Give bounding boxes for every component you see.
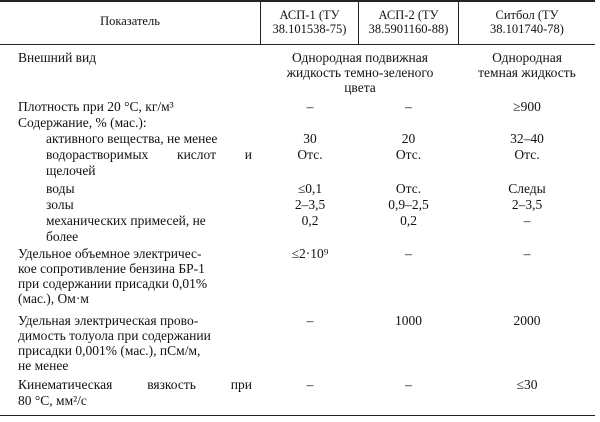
cell-appearance-sitbol: Однородная темная жидкость	[478, 50, 576, 80]
cell-water-sitbol: Следы	[508, 181, 546, 196]
cell-acids-sitbol: Отс.	[514, 147, 540, 162]
row-label-impurities: механических примесей, не	[46, 213, 206, 228]
cell-active-asp1: 30	[303, 131, 317, 146]
cell-appearance-asp: Однородная подвижная жидкость темно-зеленого цвета	[286, 50, 434, 95]
cell-ash-asp2: 0,9–2,5	[388, 197, 429, 212]
cell-impurities-asp2: 0,2	[400, 213, 417, 228]
cell-ash-asp1: 2–3,5	[294, 197, 326, 212]
row-label-impurities-cont: более	[46, 229, 79, 244]
cell-impurities-asp1: 0,2	[301, 213, 319, 228]
cell-viscosity-sitbol: ≤30	[516, 377, 538, 392]
cell-resistivity-asp1: ≤2·10⁹	[291, 246, 329, 261]
row-label-viscosity-cont: 80 °С, мм²/с	[18, 393, 87, 408]
row-label-active: активного вещества, не менее	[46, 131, 218, 146]
header-asp1: АСП-1 (ТУ 38.101538-75)	[272, 8, 347, 36]
cell-viscosity-asp1: –	[306, 377, 314, 392]
cell-water-asp2: Отс.	[395, 181, 422, 196]
cell-conductivity-sitbol: 2000	[513, 313, 541, 328]
cell-conductivity-asp2: 1000	[395, 313, 422, 328]
cell-acids-asp2: Отс.	[395, 147, 422, 162]
row-label-resistivity: Удельное объемное электричес- кое сопротивление бензина БР-1 при содержании присадки 0,01% (мас.), Ом·м	[18, 246, 208, 306]
cell-active-asp2: 20	[401, 131, 416, 146]
row-label-viscosity: Кинематическая вязкость при	[18, 377, 252, 392]
table-header	[0, 0, 595, 45]
header-sitbol: Ситбол (ТУ 38.101740-78)	[490, 8, 564, 36]
row-label-appearance: Внешний вид	[18, 50, 97, 65]
header-asp2: АСП-2 (ТУ 38.5901160-88)	[368, 8, 449, 36]
row-label-conductivity: Удельная электрическая прово- димость толуола при содержании присадки 0,001% (мас.), пСм/м, не менее	[18, 313, 211, 373]
row-label-acids: водорастворимых кислот и	[46, 147, 252, 162]
row-label-water: воды	[46, 181, 75, 196]
header-indicator: Показатель	[100, 14, 160, 28]
cell-density-sitbol: ≥900	[513, 99, 541, 114]
cell-active-sitbol: 32–40	[510, 131, 544, 146]
row-label-ash: золы	[46, 197, 74, 212]
cell-density-asp1: –	[306, 99, 314, 114]
cell-conductivity-asp1: –	[306, 313, 314, 328]
table-bottom-rule	[0, 415, 595, 416]
row-label-content: Содержание, % (мас.):	[18, 115, 147, 130]
cell-acids-asp1: Отс.	[297, 147, 323, 162]
cell-resistivity-sitbol: –	[523, 246, 531, 261]
cell-resistivity-asp2: –	[405, 246, 412, 261]
row-label-acids-cont: щелочей	[46, 163, 96, 178]
cell-impurities-sitbol: –	[523, 213, 531, 228]
cell-density-asp2: –	[405, 99, 412, 114]
cell-viscosity-asp2: –	[405, 377, 412, 392]
cell-ash-sitbol: 2–3,5	[511, 197, 543, 212]
cell-water-asp1: ≤0,1	[297, 181, 323, 196]
row-label-density: Плотность при 20 °С, кг/м³	[18, 99, 174, 114]
